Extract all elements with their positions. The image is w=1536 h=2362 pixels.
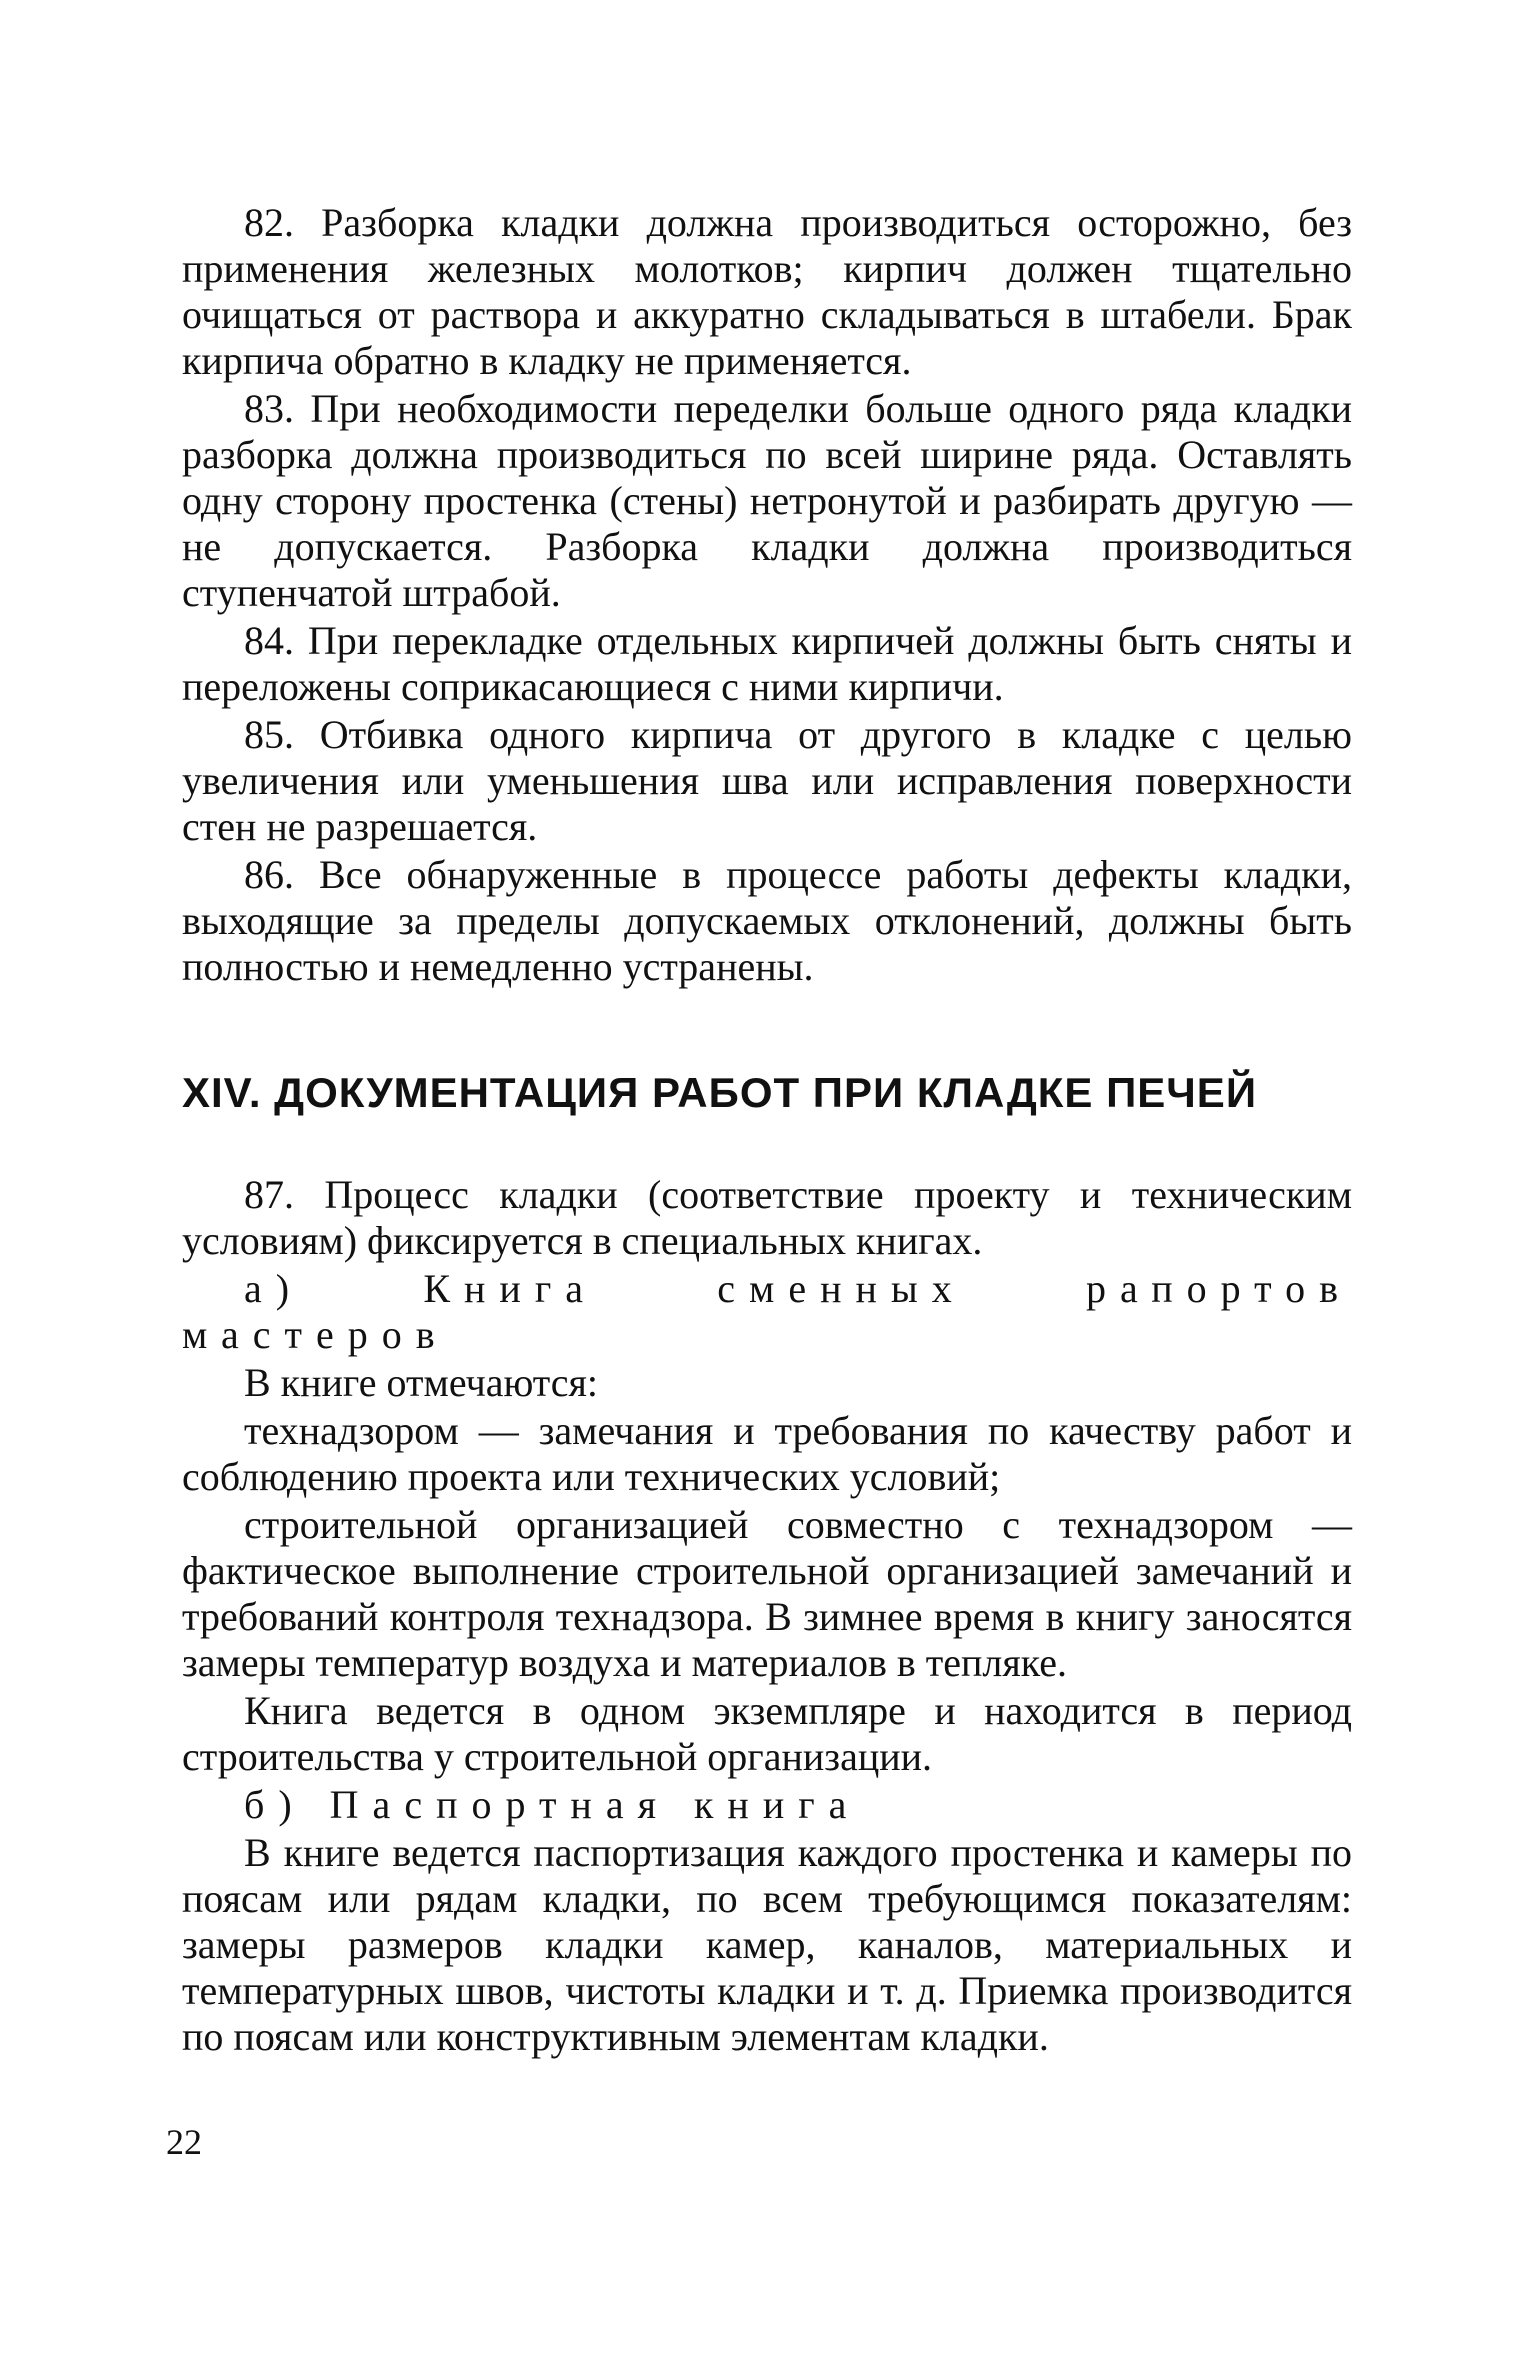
book-b-title: б) Паспортная книга [244,1782,861,1827]
paragraph-84: 84. При перекладке отдельных кирпичей должны быть сняты и переложены соприкасающиеся с ними кирпичи. [182,618,1352,709]
paragraph-82: 82. Разборка кладки должна производиться осторожно, без применения железных молотков; кирпич должен тщательно очищаться от раствора и аккуратно складываться в штабели. Брак кирпича обратно в кладку не применяется. [182,200,1352,383]
paragraph-86: 86. Все обнаруженные в процессе работы дефекты кладки, выходящие за пределы допускаемых отклонений, должны быть полностью и немедленно устранены. [182,852,1352,989]
page-body [182,200,1352,2060]
book-a-title: а) Книга сменных рапортов мастеров [182,1266,1352,1357]
section-title: XIV. ДОКУМЕНТАЦИЯ РАБОТ ПРИ КЛАДКЕ ПЕЧЕЙ [182,1069,1258,1116]
book-a-item-organization: строительной организацией совместно с технадзором — фактическое выполнение строительной организацией замечаний и требований контроля технадзора. В зимнее время в книгу заносятся замеры температур воздуха и материалов в тепляке. [182,1502,1352,1685]
paragraph-85: 85. Отбивка одного кирпича от другого в кладке с целью увеличения или уменьшения шва или исправления поверхности стен не разрешается. [182,712,1352,849]
paragraph-83: 83. При необходимости переделки больше одного ряда кладки разборка должна производиться по всей ширине ряда. Оставлять одну сторону простенка (стены) нетронутой и разбирать другую — не допускается. Разборка кладки должна производиться ступенчатой штрабой. [182,386,1352,615]
book-a-intro: В книге отмечаются: [244,1360,599,1405]
book-b-text: В книге ведется паспортизация каждого простенка и камеры по поясам или рядам кладки, по всем требующимся показателям: замеры размеров кладки камер, каналов, материальных и температурных швов, чистоты кладки и т. д. Приемка производится по поясам или конструктивным элементам кладки. [182,1830,1352,2059]
book-a-note: Книга ведется в одном экземпляре и находится в период строительства у строительной организации. [182,1688,1352,1779]
paragraph-87: 87. Процесс кладки (соответствие проекту и техническим условиям) фиксируется в специальных книгах. [182,1172,1352,1263]
page-number: 22 [166,2122,202,2162]
book-a-item-technadzor: технадзором — замечания и требования по качеству работ и соблюдению проекта или технических условий; [182,1408,1352,1499]
